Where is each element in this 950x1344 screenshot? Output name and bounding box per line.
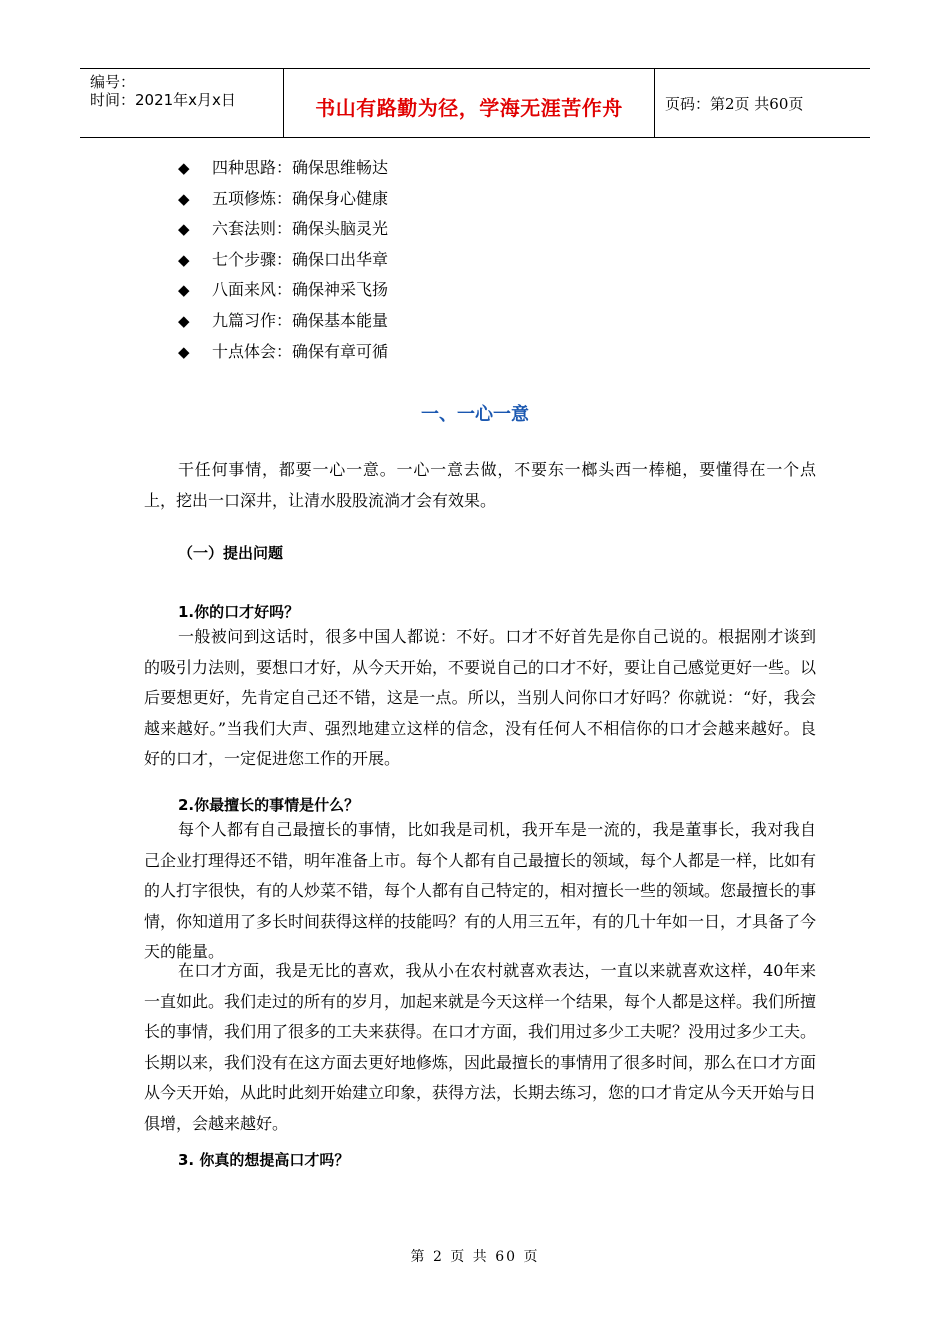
diamond-bullet-icon: ◆ (178, 189, 190, 208)
diamond-bullet-icon: ◆ (178, 342, 190, 361)
bullet-list (178, 156, 388, 370)
diamond-bullet-icon: ◆ (178, 281, 190, 300)
question-3-heading: 3. 你真的想提高口才吗？ (178, 1151, 350, 1169)
number-label: 编号： (90, 73, 136, 91)
question-1-heading: 1.你的口才好吗？ (178, 603, 300, 621)
question-2-body-2: 在口才方面，我是无比的喜欢，我从小在农村就喜欢表达，一直以来就喜欢这样，40年来一直如此。我们走过的所有的岁月，加起来就是今天这样一个结果，每个人都是这样。我们所擅长的事情，我们用了很多的工夫来获得。在口才方面，我们用过多少工夫呢？没用过多少工夫。长期以来，我们没有在这方面去更好地修炼，因此最擅长的事情用了很多时间，那么在口才方面从今天开始，从此时此刻开始建立印象，获得方法，长期去练习，您的口才肯定从今天开始与日俱增，会越来越好。 (144, 961, 817, 1133)
page-footer: 第 2 页 共 60 页 (410, 1249, 540, 1265)
diamond-bullet-icon: ◆ (178, 159, 190, 177)
list-item: ◆ 八面来风：确保神采飞扬 (178, 278, 388, 309)
list-item: ◆ 四种思路：确保思维畅达 (178, 156, 388, 187)
intro-paragraph: 干任何事情，都要一心一意。一心一意去做，不要东一榔头西一棒槌，要懂得在一个点上，挖出一口深井，让清水股股流淌才会有效果。 (144, 460, 816, 510)
question-1-body: 一般被问到这话时，很多中国人都说：不好。口才不好首先是你自己说的。根据刚才谈到的吸引力法则，要想口才好，从今天开始，不要说自己的口才不好，要让自己感觉更好一些。以后要想更好，先肯定自己还不错，这是一点。所以，当别人问你口才好吗？你就说：“好，我会越来越好。”当我们大声、强烈地建立这样的信念，没有任何人不相信你的口才会越来越好。良好的口才，一定促进您工作的开展。 (144, 627, 817, 768)
question-2-heading: 2.你最擅长的事情是什么？ (178, 796, 360, 814)
page-info: 页码：第2页 共60页 (665, 95, 804, 113)
list-item: ◆ 六套法则：确保头脑灵光 (178, 217, 388, 248)
header-center-cell (284, 69, 655, 137)
list-item: ◆ 五项修炼：确保身心健康 (178, 187, 388, 218)
time-label: 时间：2021年x月x日 (90, 91, 236, 109)
diamond-bullet-icon: ◆ (178, 220, 190, 239)
header-right-cell (655, 69, 870, 137)
question-2-body-1: 每个人都有自己最擅长的事情，比如我是司机，我开车是一流的，我是董事长，我对我自己企业打理得还不错，明年准备上市。每个人都有自己最擅长的领域，每个人都是一样，比如有的人打字很快，有的人炒菜不错，每个人都有自己特定的，相对擅长一些的领域。您最擅长的事情，你知道用了多长时间获得这样的技能吗？有的人用三五年，有的几十年如一日，才具备了今天的能量。 (144, 820, 817, 961)
subsection-heading: （一）提出问题 (178, 544, 284, 562)
section-title: 一、一心一意 (421, 404, 529, 425)
diamond-bullet-icon: ◆ (178, 311, 190, 330)
list-item: ◆ 九篇习作：确保基本能量 (178, 309, 388, 340)
list-item: ◆ 十点体会：确保有章可循 (178, 340, 388, 371)
list-item: ◆ 七个步骤：确保口出华章 (178, 248, 388, 279)
header-left-cell (80, 69, 284, 137)
motto: 书山有路勤为径，学海无涯苦作舟 (315, 96, 623, 120)
diamond-bullet-icon: ◆ (178, 250, 190, 269)
header-table (80, 68, 870, 138)
